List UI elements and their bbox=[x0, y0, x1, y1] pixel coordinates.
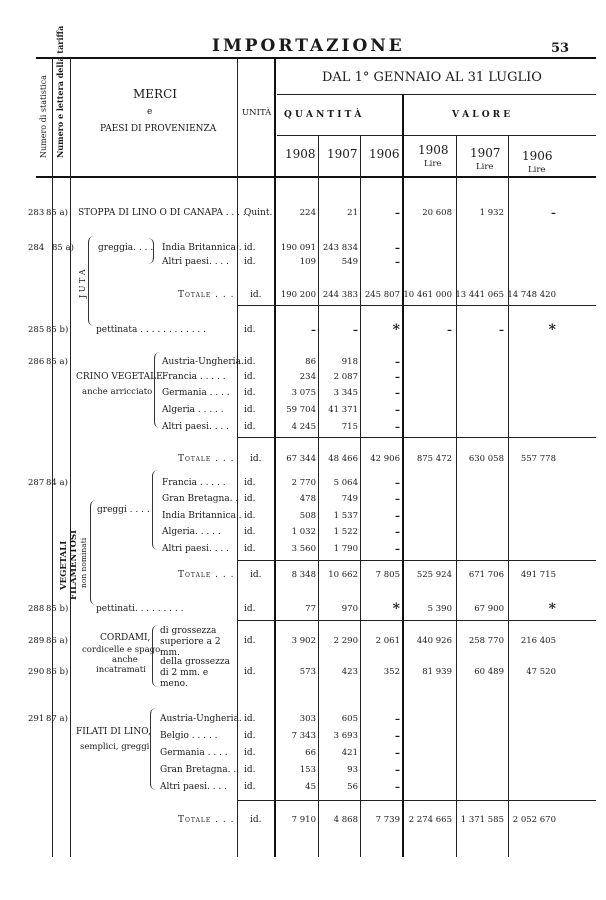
col-divider-qv bbox=[402, 94, 404, 857]
quantity-cell: 41 371 bbox=[328, 405, 358, 415]
quantity-cell: 2 290 bbox=[333, 636, 358, 646]
header-quantita: Q U A N T I T À bbox=[284, 110, 362, 120]
row-label: della grossezza di 2 mm. e meno. bbox=[160, 657, 230, 689]
header-q-1907: 1907 bbox=[327, 147, 358, 161]
unit-cell: id. bbox=[244, 388, 256, 398]
unit-cell: id. bbox=[244, 527, 256, 537]
unit-cell: id. bbox=[244, 731, 256, 741]
unit-cell: id. bbox=[250, 290, 262, 300]
value-cell: 875 472 bbox=[416, 454, 452, 464]
quantity-cell: – bbox=[353, 325, 358, 336]
group-filati-2: semplici, greggi bbox=[80, 742, 150, 752]
group-vegetali: VEGETALI bbox=[59, 540, 69, 590]
unit-cell: id. bbox=[250, 815, 262, 825]
quantity-cell: 4 868 bbox=[333, 815, 358, 825]
brace-juta bbox=[88, 236, 95, 326]
unit-cell: id. bbox=[244, 604, 256, 614]
value-cell: 671 706 bbox=[468, 570, 504, 580]
unit-cell: id. bbox=[250, 570, 262, 580]
header-paesi: PAESI DI PROVENIENZA bbox=[100, 124, 217, 134]
brace-greggi bbox=[152, 470, 159, 550]
brace-filati bbox=[150, 708, 157, 790]
quantity-cell: 243 834 bbox=[322, 243, 358, 253]
group-crino-1: CRINO VEGETALE bbox=[76, 372, 163, 382]
unit-cell: id. bbox=[244, 748, 256, 758]
quantity-cell: 4 245 bbox=[291, 422, 316, 432]
quantity-cell: 7 343 bbox=[291, 731, 316, 741]
row-label: Algeria . . . . . bbox=[162, 405, 224, 415]
quantity-cell: – bbox=[395, 782, 400, 793]
period-rule bbox=[277, 94, 596, 95]
row-label: Gran Bretagna. . bbox=[162, 494, 239, 504]
header-unita: UNITÀ bbox=[242, 108, 272, 118]
row-label: Austria-Ungheria. bbox=[162, 357, 244, 367]
row-label: India Britannica . bbox=[162, 511, 242, 521]
quantity-cell: – bbox=[395, 731, 400, 742]
quantity-cell: 21 bbox=[347, 208, 358, 218]
group-filamentosi: FILAMENTOSI bbox=[69, 529, 79, 600]
stat-number: 287 bbox=[28, 478, 45, 488]
quantity-cell: 2 061 bbox=[375, 636, 400, 646]
quantity-cell: 244 383 bbox=[322, 290, 358, 300]
unit-cell: id. bbox=[244, 257, 256, 267]
row-label: India Britannica . bbox=[162, 243, 242, 253]
unit-cell: id. bbox=[244, 405, 256, 415]
quantity-cell: 66 bbox=[305, 748, 316, 758]
unit-cell: Quint. bbox=[244, 208, 273, 218]
value-cell: 2 052 670 bbox=[512, 815, 556, 825]
unit-cell: id. bbox=[244, 478, 256, 488]
quantity-cell: 303 bbox=[299, 714, 316, 724]
value-cell: 5 390 bbox=[427, 604, 452, 614]
quantity-cell: 3 075 bbox=[291, 388, 316, 398]
quantity-cell: 1 537 bbox=[333, 511, 358, 521]
header-e: e bbox=[147, 107, 153, 117]
quantity-cell: – bbox=[395, 357, 400, 368]
quantity-cell: 715 bbox=[341, 422, 358, 432]
row-label: Germania . . . . bbox=[162, 388, 230, 398]
col-divider-q2 bbox=[360, 135, 361, 857]
quantity-cell: – bbox=[395, 714, 400, 725]
unit-cell: id. bbox=[244, 714, 256, 724]
quantity-cell: 478 bbox=[299, 494, 316, 504]
group-greggia: greggia. . . . bbox=[98, 243, 154, 253]
subheader-rule bbox=[277, 135, 596, 136]
table-top-rule bbox=[36, 57, 596, 59]
quantity-cell: 77 bbox=[305, 604, 316, 614]
quantity-cell: 5 064 bbox=[333, 478, 358, 488]
row-label: pettinati. . . . . . . . . bbox=[96, 604, 184, 614]
header-lire-1908: Lire bbox=[424, 159, 442, 169]
quantity-cell: 67 344 bbox=[286, 454, 316, 464]
value-cell: 60 489 bbox=[474, 667, 504, 677]
quantity-cell: 3 902 bbox=[291, 636, 316, 646]
quantity-cell: 7 910 bbox=[291, 815, 316, 825]
quantity-cell: 190 091 bbox=[280, 243, 316, 253]
row-label: Belgio . . . . . bbox=[160, 731, 218, 741]
quantity-cell: – bbox=[395, 208, 400, 219]
group-cordami-3: anche bbox=[112, 655, 138, 665]
row-label: pettinata . . . . . . . . . . . . bbox=[96, 325, 207, 335]
quantity-cell: – bbox=[395, 422, 400, 433]
quantity-cell: – bbox=[395, 257, 400, 268]
unit-cell: id. bbox=[250, 454, 262, 464]
stat-number: 285 bbox=[28, 325, 45, 335]
header-valore: V A L O R E bbox=[452, 110, 511, 120]
quantity-cell: – bbox=[395, 544, 400, 555]
value-cell: 1 932 bbox=[479, 208, 504, 218]
quantity-cell: 2 087 bbox=[333, 372, 358, 382]
quantity-cell: 970 bbox=[341, 604, 358, 614]
col-divider-q1 bbox=[318, 135, 319, 857]
unit-cell: id. bbox=[244, 544, 256, 554]
row-label: Algeria. . . . . bbox=[162, 527, 221, 537]
header-stat-number: Numero di statistica bbox=[39, 75, 48, 158]
value-cell: * bbox=[548, 322, 556, 338]
tariff-number: 86 a) bbox=[46, 636, 68, 646]
value-cell: 491 715 bbox=[520, 570, 556, 580]
quantity-cell: 56 bbox=[347, 782, 358, 792]
quantity-cell: 10 662 bbox=[328, 570, 358, 580]
unit-cell: id. bbox=[244, 422, 256, 432]
value-cell: 630 058 bbox=[468, 454, 504, 464]
header-v-1907: 1907 bbox=[470, 146, 501, 160]
quantity-cell: 352 bbox=[383, 667, 400, 677]
row-label: Altri paesi. . . . bbox=[162, 422, 230, 432]
unit-cell: id. bbox=[244, 243, 256, 253]
header-q-1908: 1908 bbox=[285, 147, 316, 161]
unit-cell: id. bbox=[244, 372, 256, 382]
tariff-number: 85 a) bbox=[46, 357, 68, 367]
value-cell: 525 924 bbox=[416, 570, 452, 580]
value-cell: 14 748 420 bbox=[507, 290, 556, 300]
brace-cordami bbox=[152, 625, 159, 687]
quantity-cell: – bbox=[395, 748, 400, 759]
rule-filati-total bbox=[237, 800, 596, 801]
unit-cell: id. bbox=[244, 667, 256, 677]
tariff-number: 85 a) bbox=[46, 208, 68, 218]
quantity-cell: * bbox=[392, 601, 400, 617]
quantity-cell: 224 bbox=[299, 208, 316, 218]
col-divider-tariff bbox=[70, 57, 71, 857]
quantity-cell: 3 560 bbox=[291, 544, 316, 554]
quantity-cell: 190 200 bbox=[280, 290, 316, 300]
value-cell: * bbox=[548, 601, 556, 617]
stat-number: 288 bbox=[28, 604, 45, 614]
group-crino-2: anche arricciato bbox=[82, 387, 153, 397]
quantity-cell: 3 345 bbox=[333, 388, 358, 398]
unit-cell: id. bbox=[244, 636, 256, 646]
quantity-cell: – bbox=[311, 325, 316, 336]
value-cell: 81 939 bbox=[422, 667, 452, 677]
quantity-cell: – bbox=[395, 511, 400, 522]
tariff-number: 85 b) bbox=[46, 325, 69, 335]
total-label: Totale . . . bbox=[178, 290, 235, 300]
quantity-cell: 549 bbox=[341, 257, 358, 267]
group-filati-1: FILATI DI LINO, bbox=[76, 727, 151, 737]
value-cell: 13 441 065 bbox=[455, 290, 504, 300]
quantity-cell: 93 bbox=[347, 765, 358, 775]
quantity-cell: 3 693 bbox=[333, 731, 358, 741]
value-cell: 20 608 bbox=[422, 208, 452, 218]
brace-crino bbox=[154, 352, 161, 428]
header-lire-1907: Lire bbox=[476, 162, 494, 172]
group-cordami-4: incatramati bbox=[96, 665, 146, 675]
quantity-cell: 45 bbox=[305, 782, 316, 792]
rule-veg-total bbox=[237, 560, 596, 561]
header-merci: MERCI bbox=[133, 87, 178, 101]
unit-cell: id. bbox=[244, 511, 256, 521]
quantity-cell: 7 739 bbox=[375, 815, 400, 825]
quantity-cell: 7 805 bbox=[375, 570, 400, 580]
group-cordami-1: CORDAMI, bbox=[100, 633, 151, 643]
group-greggi: greggi . . . . bbox=[97, 505, 150, 515]
quantity-cell: 573 bbox=[299, 667, 316, 677]
row-label: STOPPA DI LINO O DI CANAPA . . . . bbox=[78, 208, 246, 218]
tariff-number: 85 a) bbox=[52, 243, 74, 253]
stat-number: 286 bbox=[28, 357, 45, 367]
quantity-cell: 109 bbox=[299, 257, 316, 267]
quantity-cell: 234 bbox=[299, 372, 316, 382]
col-divider-v2 bbox=[508, 135, 509, 857]
value-cell: 1 371 585 bbox=[460, 815, 504, 825]
header-q-1906: 1906 bbox=[369, 147, 400, 161]
header-period: DAL 1° GENNAIO AL 31 LUGLIO bbox=[322, 70, 542, 85]
quantity-cell: 42 906 bbox=[370, 454, 400, 464]
row-label: Gran Bretagna. . bbox=[160, 765, 237, 775]
col-divider-unit bbox=[274, 57, 276, 857]
stat-number: 290 bbox=[28, 667, 45, 677]
quantity-cell: 59 704 bbox=[286, 405, 316, 415]
row-label: Altri paesi. . . . bbox=[160, 782, 228, 792]
header-v-1908: 1908 bbox=[418, 143, 449, 157]
value-cell: 10 461 000 bbox=[403, 290, 452, 300]
unit-cell: id. bbox=[244, 782, 256, 792]
rule-juta-total bbox=[237, 305, 596, 306]
quantity-cell: 749 bbox=[341, 494, 358, 504]
quantity-cell: 605 bbox=[341, 714, 358, 724]
total-label: Totale . . . bbox=[178, 815, 235, 825]
total-label: Totale . . . bbox=[178, 454, 235, 464]
quantity-cell: – bbox=[395, 388, 400, 399]
quantity-cell: 48 466 bbox=[328, 454, 358, 464]
quantity-cell: 1 790 bbox=[333, 544, 358, 554]
value-cell: – bbox=[447, 325, 452, 336]
row-label: Altri paesi. . . . bbox=[162, 544, 230, 554]
quantity-cell: – bbox=[395, 765, 400, 776]
tariff-number: 84 a) bbox=[46, 478, 68, 488]
header-lire-1906: Lire bbox=[528, 165, 546, 175]
header-bottom-rule bbox=[36, 176, 596, 178]
total-label: Totale . . . bbox=[178, 570, 235, 580]
col-divider-v1 bbox=[456, 135, 457, 857]
row-label: Altri paesi. . . . bbox=[162, 257, 230, 267]
header-tariff-number: Numero e lettera della tariffa bbox=[55, 25, 65, 158]
rule-cordami-top bbox=[237, 620, 596, 621]
unit-cell: id. bbox=[244, 765, 256, 775]
unit-cell: id. bbox=[244, 494, 256, 504]
header-v-1906: 1906 bbox=[522, 149, 553, 163]
group-juta: J U T A bbox=[78, 269, 87, 298]
tariff-number: 86 b) bbox=[46, 667, 69, 677]
value-cell: 2 274 665 bbox=[408, 815, 452, 825]
quantity-cell: – bbox=[395, 494, 400, 505]
group-non-nominati: non nominati bbox=[79, 537, 88, 588]
quantity-cell: 153 bbox=[299, 765, 316, 775]
brace-greggia bbox=[148, 238, 154, 264]
quantity-cell: 918 bbox=[341, 357, 358, 367]
quantity-cell: 1 522 bbox=[333, 527, 358, 537]
quantity-cell: – bbox=[395, 243, 400, 254]
quantity-cell: 8 348 bbox=[291, 570, 316, 580]
value-cell: 557 778 bbox=[520, 454, 556, 464]
col-divider-merci bbox=[237, 57, 238, 857]
page-title: IMPORTAZIONE bbox=[212, 36, 405, 56]
row-label: Austria-Ungheria. bbox=[160, 714, 242, 724]
row-label: Francia . . . . . bbox=[162, 372, 226, 382]
quantity-cell: 1 032 bbox=[291, 527, 316, 537]
quantity-cell: 86 bbox=[305, 357, 316, 367]
page-number: 53 bbox=[551, 41, 570, 56]
quantity-cell: – bbox=[395, 478, 400, 489]
value-cell: 258 770 bbox=[468, 636, 504, 646]
quantity-cell: 508 bbox=[299, 511, 316, 521]
value-cell: 47 520 bbox=[526, 667, 556, 677]
quantity-cell: – bbox=[395, 405, 400, 416]
tariff-number: 87 a) bbox=[46, 714, 68, 724]
quantity-cell: 245 807 bbox=[364, 290, 400, 300]
row-label: Francia . . . . . bbox=[162, 478, 226, 488]
stat-number: 283 bbox=[28, 208, 45, 218]
stat-number: 291 bbox=[28, 714, 45, 724]
value-cell: – bbox=[551, 208, 556, 219]
rule-crino-total bbox=[237, 437, 596, 438]
quantity-cell: 423 bbox=[341, 667, 358, 677]
quantity-cell: 2 770 bbox=[291, 478, 316, 488]
col-divider-stat bbox=[52, 57, 53, 857]
unit-cell: id. bbox=[244, 325, 256, 335]
row-label: Germania . . . . bbox=[160, 748, 228, 758]
brace-vegetali bbox=[90, 500, 97, 605]
group-cordami-2: cordicelle e spago, bbox=[82, 645, 163, 655]
value-cell: 216 405 bbox=[520, 636, 556, 646]
stat-number: 289 bbox=[28, 636, 45, 646]
unit-cell: id. bbox=[244, 357, 256, 367]
quantity-cell: * bbox=[392, 322, 400, 338]
quantity-cell: 421 bbox=[341, 748, 358, 758]
tariff-number: 85 b) bbox=[46, 604, 69, 614]
value-cell: 440 926 bbox=[416, 636, 452, 646]
quantity-cell: – bbox=[395, 527, 400, 538]
value-cell: 67 900 bbox=[474, 604, 504, 614]
row-label: di grossezza superiore a 2 mm. bbox=[160, 626, 221, 658]
value-cell: – bbox=[499, 325, 504, 336]
stat-number: 284 bbox=[28, 243, 45, 253]
quantity-cell: – bbox=[395, 372, 400, 383]
